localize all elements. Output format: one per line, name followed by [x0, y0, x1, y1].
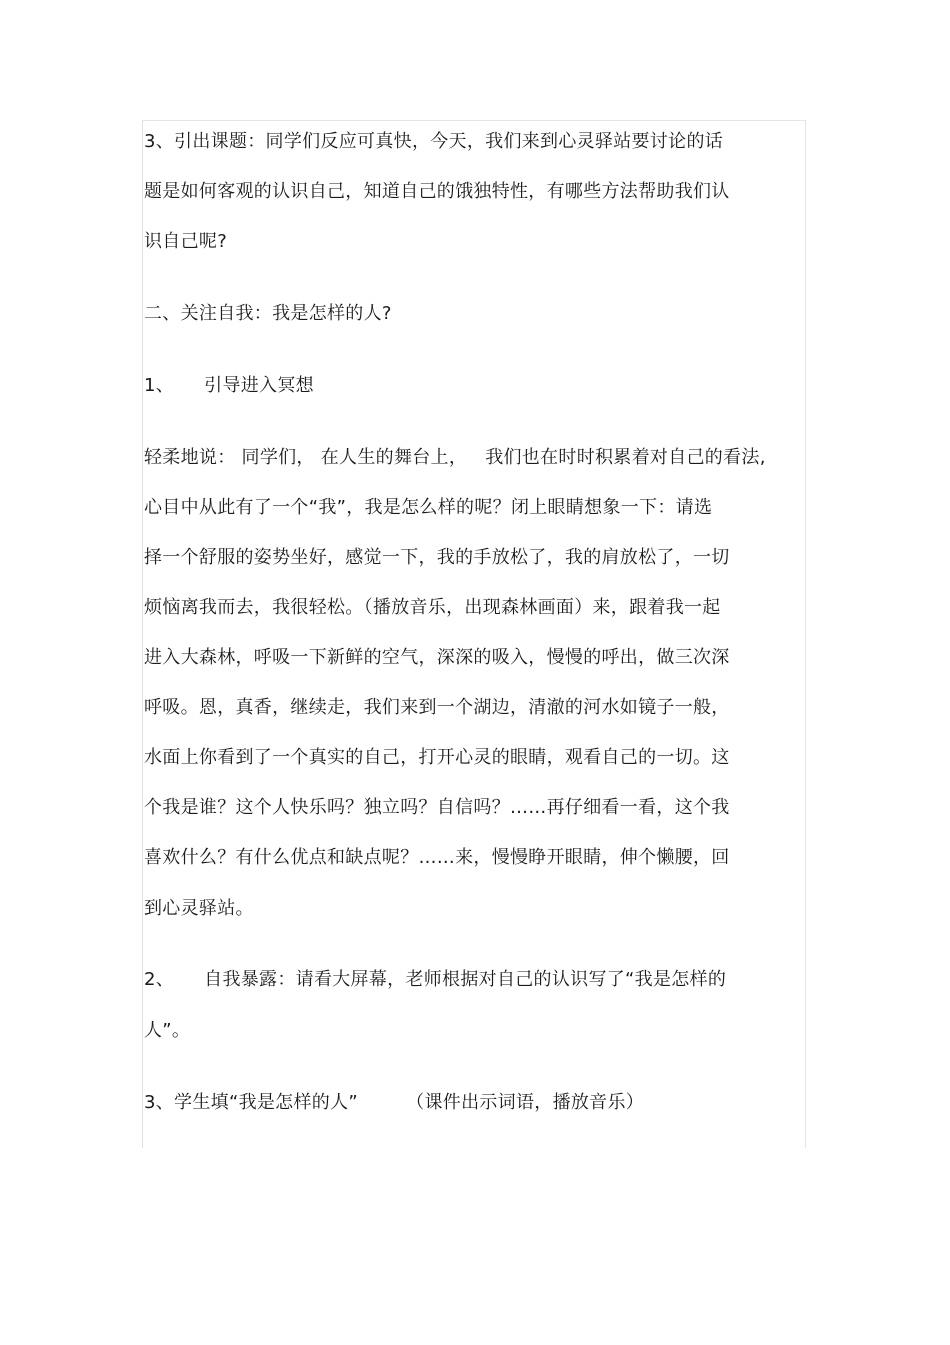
- item2-line-1: 2、 自我暴露：请看大屏幕，老师根据对自己的认识写了“我是怎样的: [144, 969, 727, 990]
- meditation-line-6: 呼吸。恩，真香，继续走，我们来到一个湖边，清澈的河水如镜子一般，: [144, 697, 730, 718]
- intro-line-1: 3、引出课题：同学们反应可真快，今天，我们来到心灵驿站要讨论的话: [144, 131, 724, 152]
- section-heading: 二、关注自我：我是怎样的人?: [144, 303, 392, 324]
- item2-line-2: 人”。: [144, 1020, 191, 1041]
- meditation-line-8: 个我是谁？这个人快乐吗？独立吗？自信吗？……再仔细看一看，这个我: [144, 797, 730, 818]
- meditation-line-7: 水面上你看到了一个真实的自己，打开心灵的眼睛，观看自己的一切。这: [144, 747, 730, 768]
- meditation-line-9: 喜欢什么？有什么优点和缺点呢？……来，慢慢睁开眼睛，伸个懒腰，回: [144, 847, 730, 868]
- page-frame: [142, 120, 806, 1148]
- intro-line-2: 题是如何客观的认识自己，知道自己的饿独特性，有哪些方法帮助我们认: [144, 181, 730, 202]
- item3-line: 3、学生填“我是怎样的人” （课件出示词语，播放音乐）: [144, 1092, 645, 1113]
- meditation-line-3: 择一个舒服的姿势坐好，感觉一下，我的手放松了，我的肩放松了，一切: [144, 547, 730, 568]
- meditation-line-10: 到心灵驿站。: [144, 898, 254, 919]
- meditation-line-5: 进入大森林，呼吸一下新鲜的空气，深深的吸入，慢慢的呼出，做三次深: [144, 647, 730, 668]
- item1-title: 1、 引导进入冥想: [144, 375, 314, 396]
- meditation-line-4: 烦恼离我而去，我很轻松。（播放音乐，出现森林画面）来，跟着我一起: [144, 597, 721, 618]
- meditation-line-1: 轻柔地说： 同学们， 在人生的舞台上， 我们也在时时积累着对自己的看法,: [144, 447, 766, 468]
- meditation-line-2: 心目中从此有了一个“我”，我是怎么样的呢？闭上眼睛想象一下：请选: [144, 497, 713, 518]
- intro-line-3: 识自己呢?: [144, 231, 228, 252]
